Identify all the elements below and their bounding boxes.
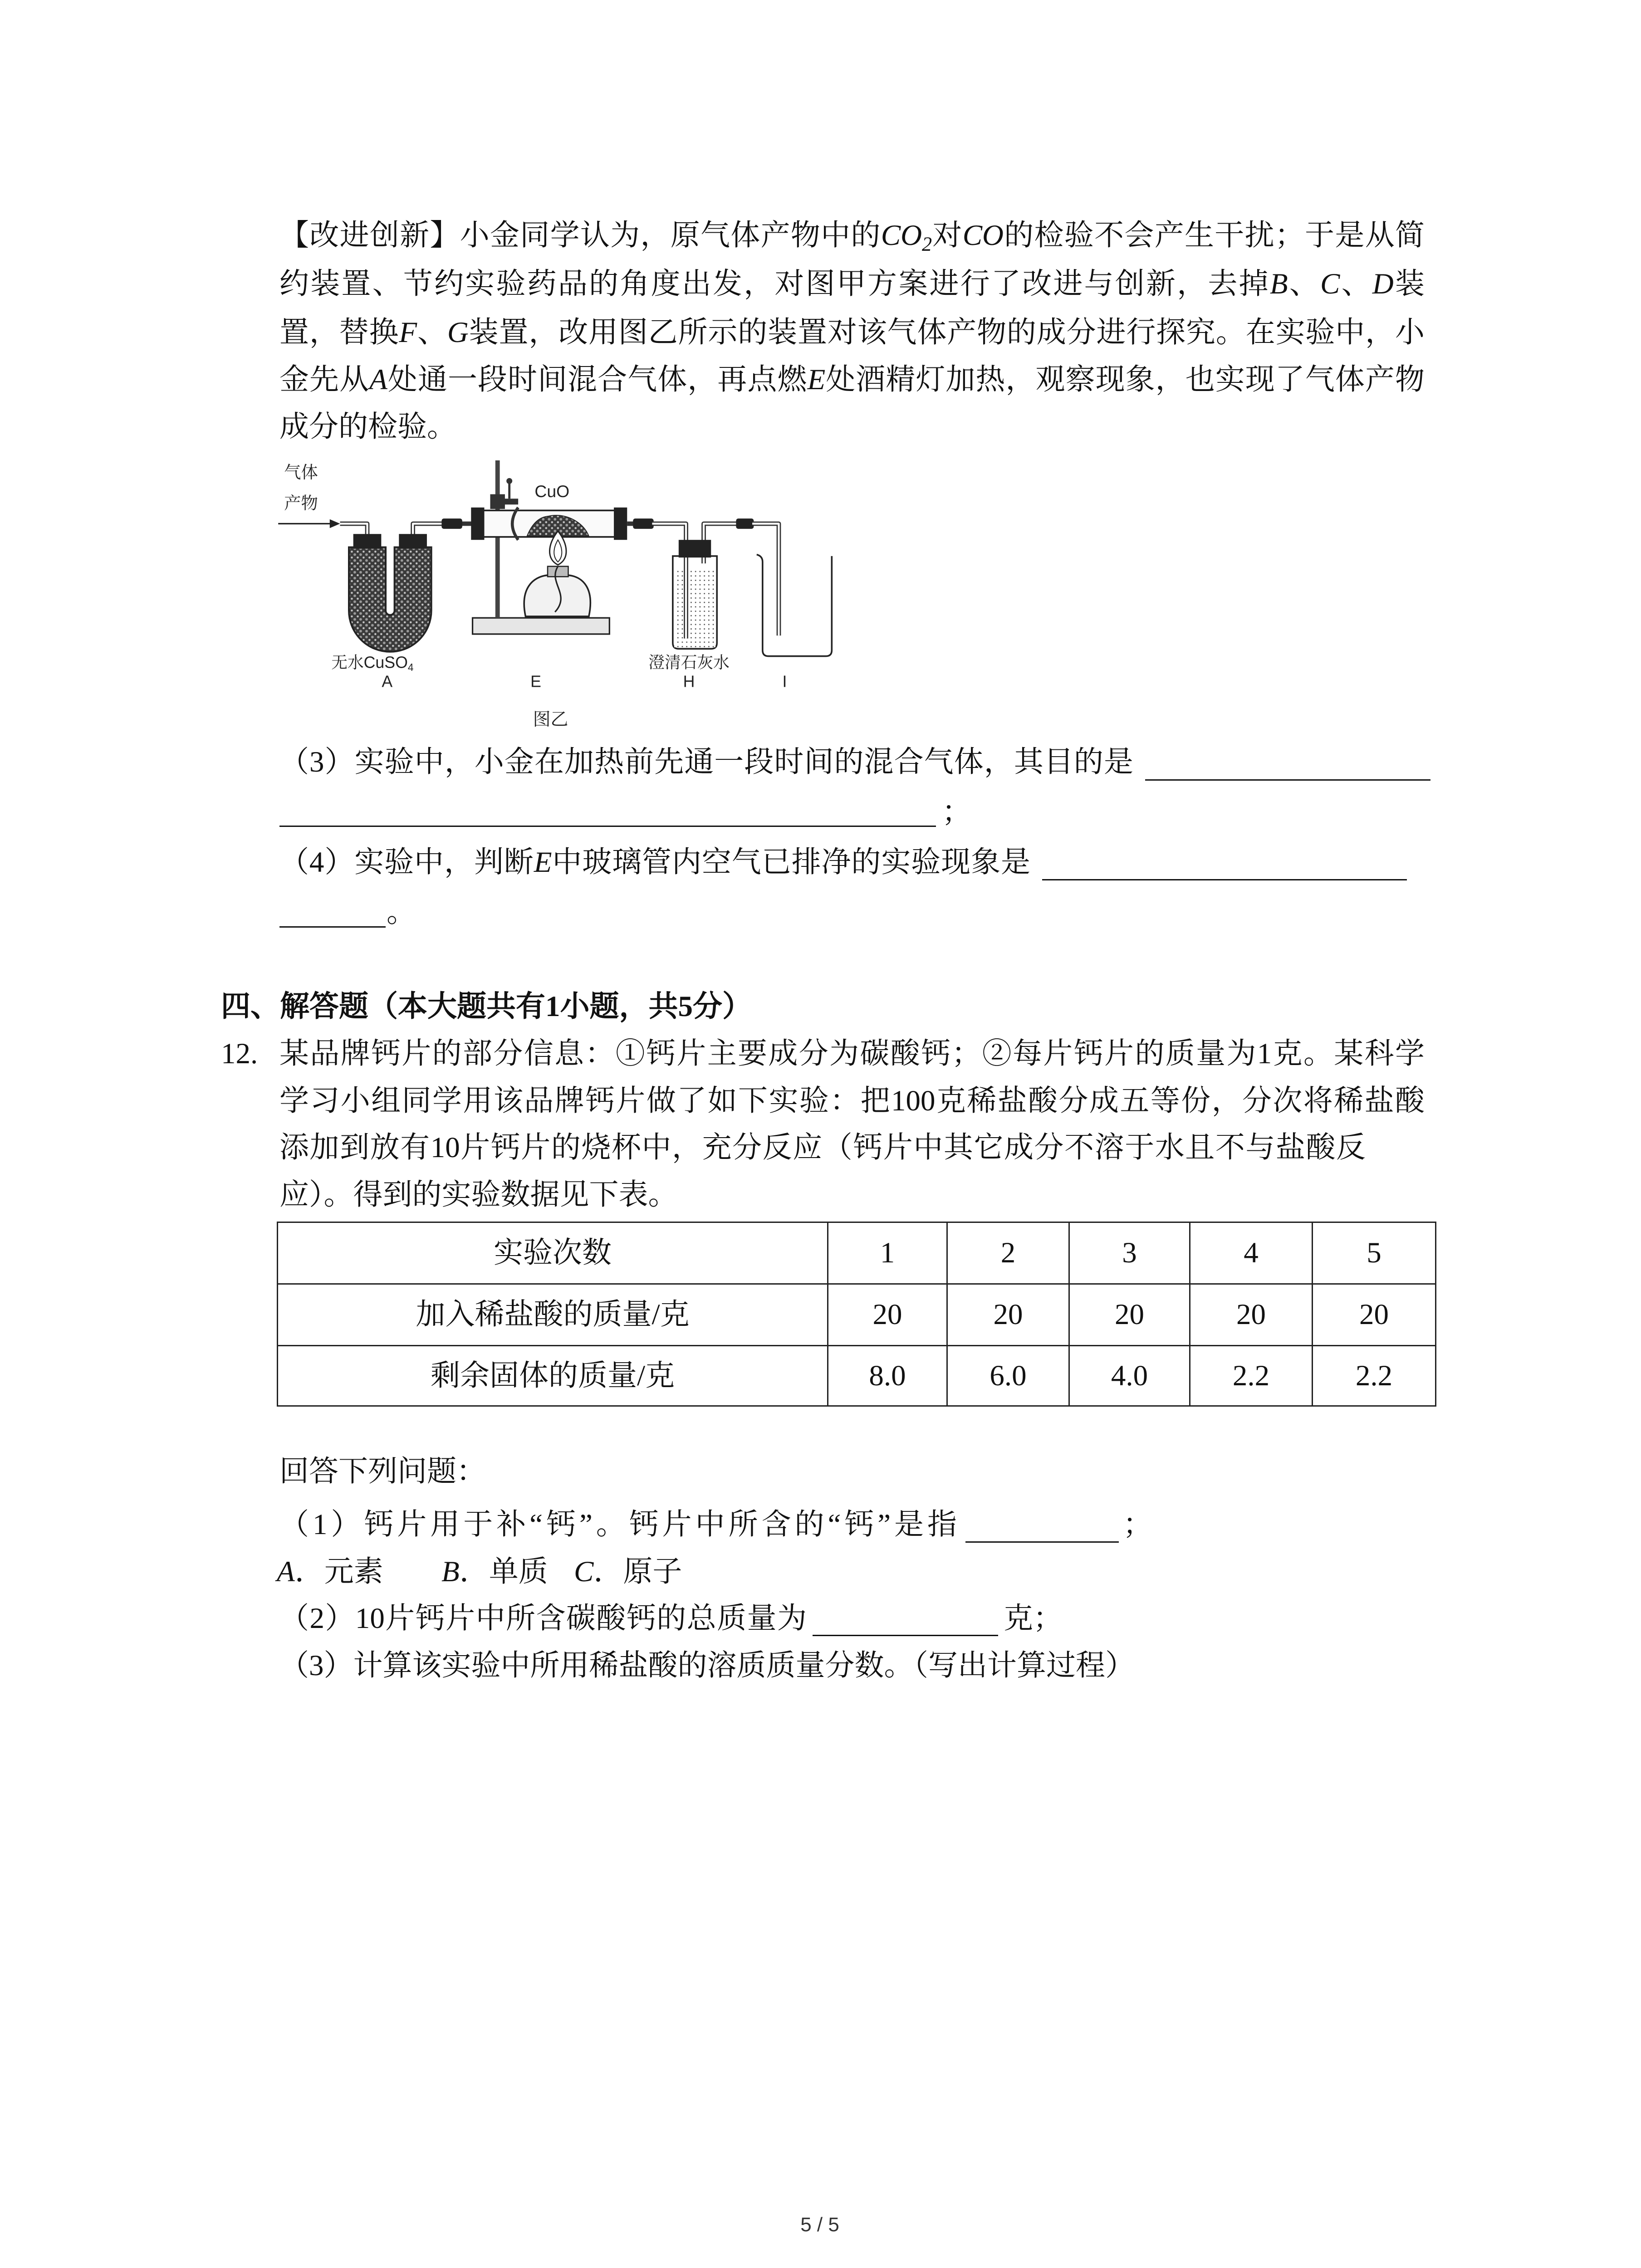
alcohol-lamp bbox=[524, 567, 590, 616]
table-cell: 剩余固体的质量/克 bbox=[278, 1346, 828, 1406]
table-cell: 2.2 bbox=[1313, 1346, 1436, 1406]
intro-line-5 bbox=[279, 406, 456, 447]
table-cell: 1 bbox=[828, 1222, 947, 1284]
sub-question-1-end: ； bbox=[1123, 1508, 1153, 1541]
intro-text: 对 bbox=[932, 219, 963, 252]
table-cell: 加入稀盐酸的质量/克 bbox=[278, 1284, 828, 1346]
device-letter-g: G bbox=[447, 316, 469, 349]
formula-co2-subscript: 2 bbox=[922, 233, 932, 255]
question-12-line-1: 某品牌钙片的部分信息：①钙片主要成分为碳酸钙；②每片钙片的质量为1克。某科学 bbox=[279, 1037, 1425, 1070]
intro-text: 、 bbox=[417, 316, 447, 349]
option-a bbox=[277, 1551, 383, 1592]
device-label-i: I bbox=[782, 672, 787, 691]
rubber-connector bbox=[736, 518, 754, 529]
washing-bottle-h bbox=[673, 556, 717, 649]
section-heading: 四、解答题（本大题共有1小题，共5分） bbox=[221, 990, 752, 1023]
answer-blank bbox=[279, 826, 936, 827]
table-cell: 5 bbox=[1313, 1222, 1436, 1284]
table-cell: 2 bbox=[947, 1222, 1069, 1284]
tube-e-left-stopper bbox=[471, 508, 484, 540]
table-cell: 8.0 bbox=[828, 1346, 947, 1406]
device-letter-d: D bbox=[1372, 268, 1394, 300]
table-cell: 4.0 bbox=[1069, 1346, 1190, 1406]
table-cell: 4 bbox=[1190, 1222, 1313, 1284]
intro-text: 、 bbox=[1340, 268, 1372, 300]
table-cell: 20 bbox=[1313, 1284, 1436, 1346]
intro-text: 成分的检验。 bbox=[279, 411, 457, 443]
reagent-label-a-subscript: 4 bbox=[407, 661, 414, 673]
option-letter: B bbox=[441, 1555, 460, 1588]
question-4-text bbox=[279, 842, 1030, 883]
intro-text: 、 bbox=[1288, 268, 1320, 300]
experiment-data-table bbox=[277, 1222, 1436, 1407]
intro-text: 约装置、节约实验药品的角度出发，对图甲方案进行了改进与创新，去掉 bbox=[279, 268, 1270, 300]
question-4-text-b: 中玻璃管内空气已排净的实验现象是 bbox=[552, 846, 1030, 879]
device-letter-b: B bbox=[1269, 268, 1288, 300]
option-label: ．单质 bbox=[459, 1555, 548, 1588]
rubber-connector bbox=[441, 518, 462, 529]
device-letter-e: E bbox=[534, 846, 552, 879]
gas-label-line-1: 气体 bbox=[284, 462, 318, 482]
intro-line-2 bbox=[279, 264, 1425, 304]
sub-question-3: （3）计算该实验中所用稀盐酸的溶质质量分数。（写出计算过程） bbox=[279, 1649, 1135, 1682]
intro-text: 装 bbox=[1393, 268, 1425, 300]
question-12-line-2: 学习小组同学用该品牌钙片做了如下实验：把100克稀盐酸分成五等份，分次将稀盐酸 bbox=[279, 1085, 1425, 1117]
intro-text: 置，替换 bbox=[279, 316, 399, 349]
answer-blank bbox=[1145, 779, 1430, 781]
intro-line-1 bbox=[279, 215, 1425, 256]
table-row bbox=[278, 1346, 1436, 1406]
table-header-row bbox=[278, 1222, 1436, 1284]
option-c bbox=[574, 1551, 682, 1592]
question-3-text: （3）实验中，小金在加热前先通一段时间的混合气体，其目的是 bbox=[279, 746, 1133, 778]
bottle-stopper bbox=[679, 540, 711, 557]
rubber-connector bbox=[633, 518, 653, 529]
question-12-line-4: 应）。得到的实验数据见下表。 bbox=[279, 1178, 678, 1211]
cuo-label: CuO bbox=[534, 482, 570, 501]
intro-text: 金先从 bbox=[279, 363, 370, 396]
option-label: ．原子 bbox=[593, 1555, 682, 1588]
arrowhead-icon bbox=[330, 519, 340, 528]
intro-text: 处酒精灯加热，观察现象，也实现了气体产物 bbox=[825, 363, 1425, 396]
intro-text: 的检验不会产生干扰；于是从简 bbox=[1003, 219, 1425, 252]
device-letter-f: F bbox=[399, 316, 417, 349]
option-letter: C bbox=[574, 1555, 594, 1588]
table-cell: 20 bbox=[828, 1284, 947, 1346]
table-cell: 20 bbox=[947, 1284, 1069, 1346]
table-cell: 20 bbox=[1190, 1284, 1313, 1346]
u-tube-left-stopper bbox=[353, 534, 382, 548]
intro-text: 【改进创新】小金同学认为，原气体产物中的 bbox=[279, 219, 881, 252]
answer-blank bbox=[965, 1541, 1119, 1543]
sub-question-2-end: 克； bbox=[1004, 1602, 1063, 1635]
table-row bbox=[278, 1284, 1436, 1346]
u-tube-a bbox=[349, 547, 431, 651]
option-letter: A bbox=[277, 1555, 295, 1588]
device-label-h: H bbox=[683, 672, 695, 691]
table-cell: 实验次数 bbox=[278, 1222, 828, 1284]
apparatus-figure bbox=[265, 449, 854, 743]
device-letter-c: C bbox=[1320, 268, 1340, 300]
question-12-line-3: 添加到放有10片钙片的烧杯中，充分反应（钙片中其它成分不溶于水且不与盐酸反 bbox=[279, 1131, 1366, 1164]
answer-blank bbox=[279, 926, 386, 928]
formula-co2 bbox=[881, 219, 932, 255]
limewater bbox=[674, 571, 715, 647]
formula-co: CO bbox=[962, 219, 1004, 252]
option-b bbox=[441, 1551, 548, 1592]
question-4-text-a: （4）实验中，判断 bbox=[279, 846, 534, 879]
intro-line-4 bbox=[279, 359, 1425, 400]
figure-caption: 图乙 bbox=[533, 710, 568, 730]
formula-co2-symbol: CO bbox=[881, 219, 922, 252]
gas-label-line-2: 产物 bbox=[284, 494, 318, 513]
reagent-label-a-text: 无水CuSO bbox=[331, 653, 408, 672]
device-label-a: A bbox=[382, 672, 393, 691]
device-letter-a: A bbox=[369, 363, 387, 396]
table-cell: 20 bbox=[1069, 1284, 1190, 1346]
u-tube-right-stopper bbox=[399, 534, 427, 548]
answer-blank bbox=[1042, 879, 1407, 880]
device-letter-e: E bbox=[807, 363, 826, 396]
answer-blank bbox=[813, 1635, 998, 1636]
intro-line-3 bbox=[279, 312, 1425, 353]
table-cell: 3 bbox=[1069, 1222, 1190, 1284]
beaker-i bbox=[757, 555, 832, 656]
table-cell: 6.0 bbox=[947, 1346, 1069, 1406]
question-4-end-punctuation: 。 bbox=[387, 896, 416, 929]
page-number: 5 / 5 bbox=[800, 2214, 839, 2236]
tube-e-right-stopper bbox=[614, 508, 627, 540]
question-3-end-punctuation: ； bbox=[942, 796, 972, 828]
question-number: 12. bbox=[221, 1037, 258, 1070]
sub-question-1: （1）钙片用于补“钙”。钙片中所含的“钙”是指 bbox=[279, 1508, 957, 1541]
option-label: ．元素 bbox=[294, 1555, 383, 1588]
answer-prompt: 回答下列问题： bbox=[279, 1455, 486, 1488]
reagent-label-h: 澄清石灰水 bbox=[648, 653, 730, 672]
device-label-e: E bbox=[530, 672, 541, 691]
table-cell: 2.2 bbox=[1190, 1346, 1313, 1406]
sub-question-2: （2）10片钙片中所含碳酸钙的总质量为 bbox=[279, 1602, 807, 1635]
intro-text: 装置，改用图乙所示的装置对该气体产物的成分进行探究。在实验中，小 bbox=[468, 316, 1425, 349]
intro-text: 处通一段时间混合气体，再点燃 bbox=[387, 363, 808, 396]
reagent-label-a bbox=[331, 654, 413, 673]
